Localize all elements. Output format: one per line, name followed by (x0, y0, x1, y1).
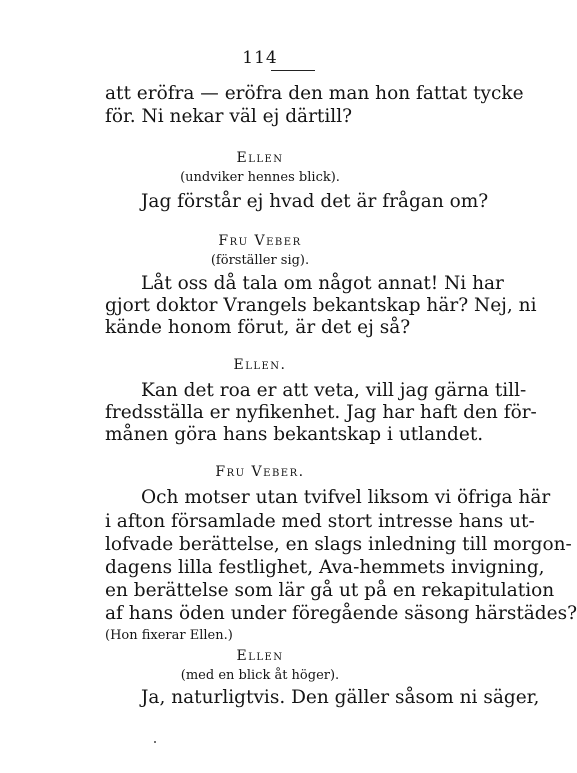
speaker-name: Fru Veber (218, 233, 302, 249)
text-line: Jag förstår ej hvad det är frågan om? (141, 191, 489, 212)
print-speck (154, 741, 156, 743)
text-line: Och motser utan tvifvel liksom vi öfriga här (141, 487, 551, 508)
text-line: Ja, naturligtvis. Den gäller såsom ni säger, (141, 687, 540, 708)
speaker-name: Ellen. (233, 357, 287, 373)
text-line: i afton församlade med stort intresse hans ut- (105, 511, 535, 532)
page-number-rule (271, 70, 315, 71)
text-line: fredsställa er nyfikenhet. Jag har haft den för- (105, 402, 537, 423)
text-line: lofvade berättelse, en slags inledning till morgon- (105, 534, 572, 555)
speaker-name: Fru Veber. (215, 464, 305, 480)
stage-direction: (undviker hennes blick). (180, 170, 340, 185)
text-line: gjort doktor Vrangels bekantskap här? Nej, ni (105, 295, 537, 316)
speaker-name: Ellen (236, 648, 284, 664)
text-line: Låt oss då tala om något annat! Ni har (141, 273, 504, 294)
text-line: för. Ni nekar väl ej därtill? (105, 106, 353, 127)
text-line: en berättelse som lär gå ut på en rekapitulation (105, 580, 555, 601)
text-line: månen göra hans bekantskap i utlandet. (105, 424, 484, 445)
text-line: dagens lilla festlighet, Ava-hemmets invigning, (105, 557, 545, 578)
text-line: kände honom förut, är det ej så? (105, 317, 411, 338)
text-line: att eröfra — eröfra den man hon fattat tycke (105, 83, 524, 104)
page-number: 114 (242, 48, 278, 68)
stage-direction: (med en blick åt höger). (180, 668, 340, 683)
stage-direction: (förställer sig). (210, 253, 310, 268)
text-line: af hans öden under föregående säsong härstädes? (105, 603, 577, 624)
stage-direction: (Hon fixerar Ellen.) (105, 628, 233, 643)
text-line: Kan det roa er att veta, vill jag gärna till- (141, 380, 527, 401)
speaker-name: Ellen (236, 150, 284, 166)
